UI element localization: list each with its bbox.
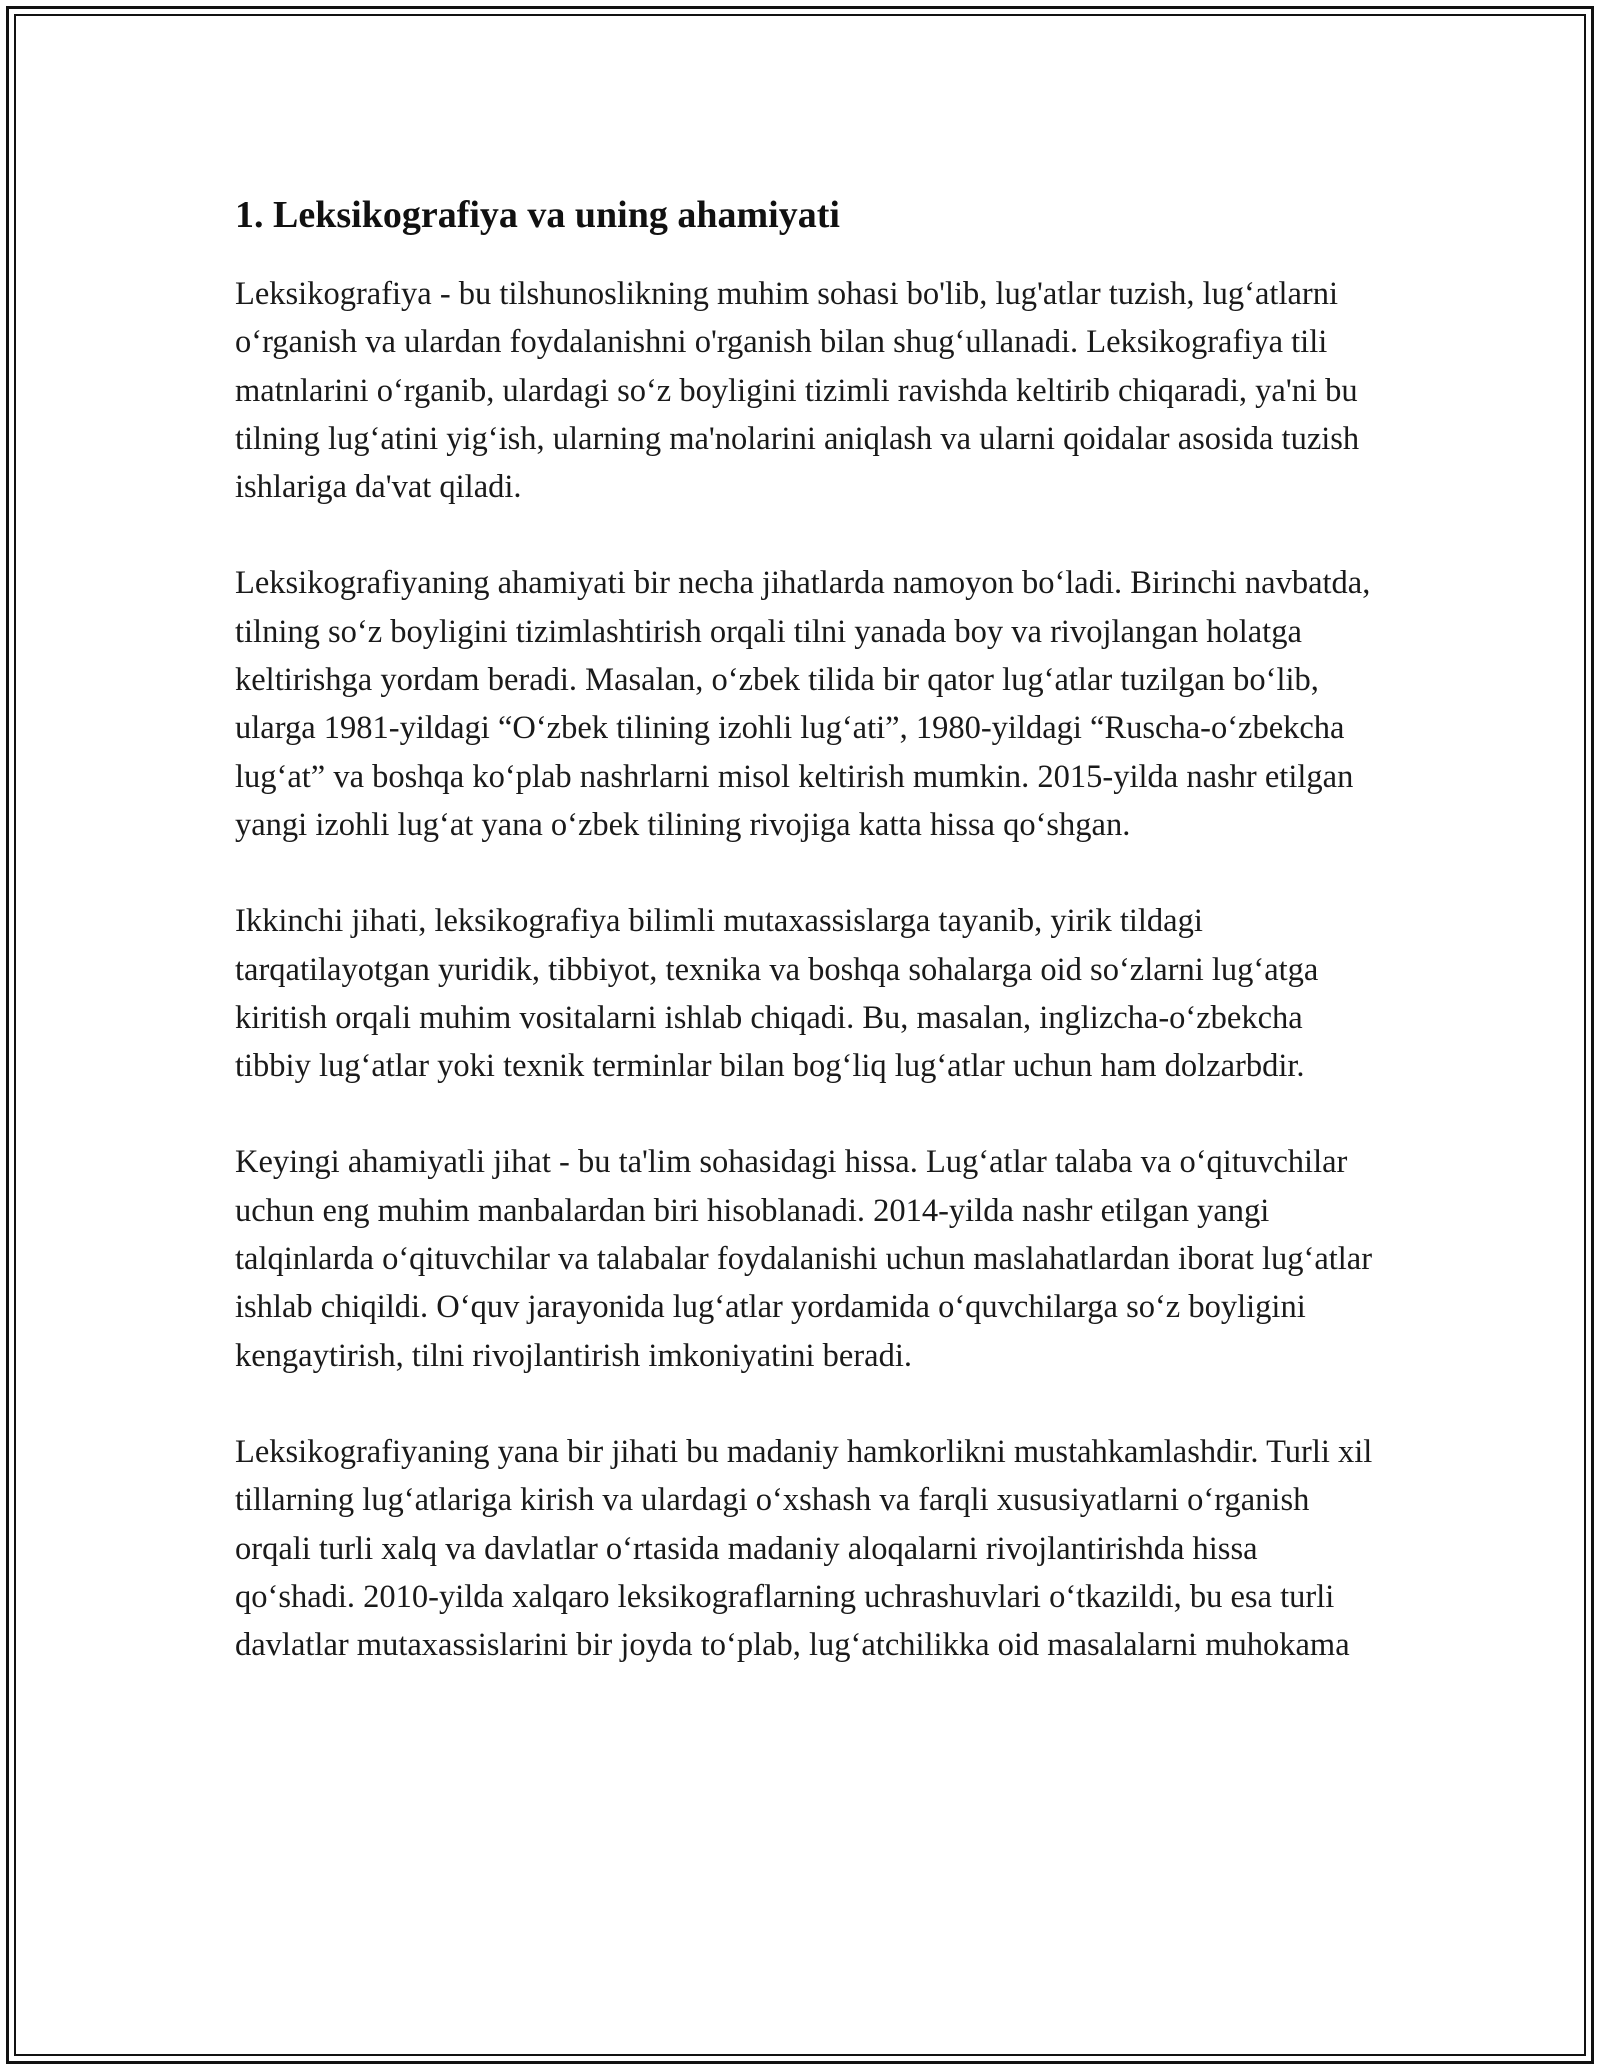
paragraph-importance: Leksikografiyaning ahamiyati bir necha jihatlarda namoyon bo‘ladi. Birinchi navbatda, tilning so‘z boyligini tizimlashtirish orqali tilni yanada boy va rivojlangan holatga keltirishga yordam beradi. Masalan, o‘zbek tilida bir qator lug‘atlar tuzilgan bo‘lib, ularga 1981-yildagi “O‘zbek tilining izohli lug‘ati”, 1980-yildagi “Ruscha-o‘zbekcha lug‘at” va boshqa ko‘plab nashrlarni misol keltirish mumkin. 2015-yilda nashr etilgan yangi izohli lug‘at yana o‘zbek tilining rivojiga katta hissa qo‘shgan. — [235, 565, 1371, 843]
paragraph-definition: Leksikografiya - bu tilshunoslikning muhim sohasi bo'lib, lug'atlar tuzish, lug‘atlarni o‘rganish va ulardan foydalanishni o'rganish bilan shug‘ullanadi. Leksikografiya tili matnlarini o‘rganib, ulardagi so‘z boyligini tizimli ravishda keltirib chiqaradi, ya'ni bu tilning lug‘atini yig‘ish, ularning ma'nolarini aniqlash va ularni qoidalar asosida tuzish ishlariga da'vat qiladi. — [235, 276, 1360, 506]
paragraph-second-aspect: Ikkinchi jihati, leksikografiya bilimli mutaxassislarga tayanib, yirik tildagi tarqatilayotgan yuridik, tibbiyot, texnika va boshqa sohalarga oid so‘zlarni lug‘atga kiritish orqali muhim vositalarni ishlab chiqadi. Bu, masalan, inglizcha-o‘zbekcha tibbiy lug‘atlar yoki texnik terminlar bilan bog‘liq lug‘atlar uchun ham dolzarbdir. — [235, 903, 1319, 1085]
paragraph-cultural-cooperation: Leksikografiyaning yana bir jihati bu madaniy hamkorlikni mustahkamlashdir. Turli xil tillarning lug‘atlariga kirish va ulardagi o‘xshash va farqli xususiyatlarni o‘rganish orqali turli xalq va davlatlar o‘rtasida madaniy aloqalarni rivojlantirishda hissa qo‘shadi. 2010-yilda xalqaro leksikograflarning uchrashuvlari o‘tkazildi, bu esa turli davlatlar mutaxassislarini bir joyda to‘plab, lug‘atchilikka oid masalalarni muhokama — [235, 1433, 1373, 1664]
section-heading: 1. Leksikografiya va uning ahamiyati — [235, 194, 840, 236]
document-body — [235, 186, 1375, 1717]
paragraph-education: Keyingi ahamiyatli jihat - bu ta'lim sohasidagi hissa. Lug‘atlar talaba va o‘qituvchilar uchun eng muhim manbalardan biri hisoblanadi. 2014-yilda nashr etilgan yangi talqinlarda o‘qituvchilar va talabalar foydalanishi uchun maslahatlardan iborat lug‘atlar ishlab chiqildi. O‘quv jarayonida lug‘atlar yordamida o‘quvchilarga so‘z boyligini kengaytirish, tilni rivojlantirish imkoniyatini beradi. — [235, 1144, 1373, 1374]
